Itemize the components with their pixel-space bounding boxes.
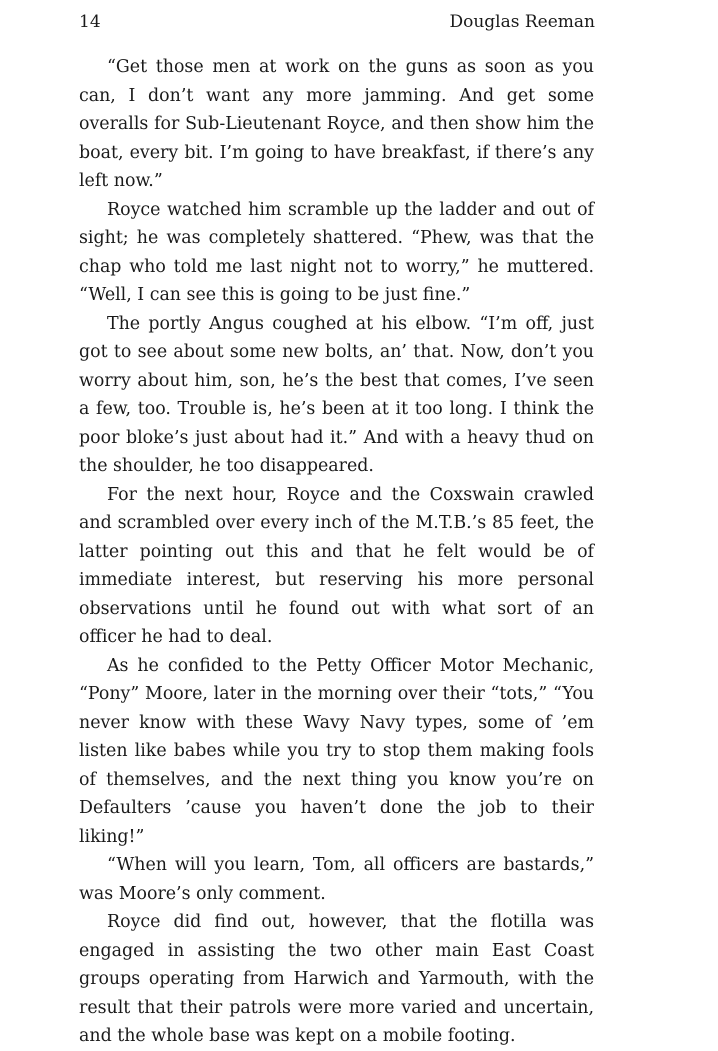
body-text [79,53,594,1051]
paragraph: As he confided to the Petty Officer Motor Mechanic, “Pony” Moore, later in the morning over their “tots,” “You never know with these Wavy Navy types, some of ’em listen like babes while you try to stop them making fools of themselves, and the next thing you know you’re on Defaulters ’cause you haven’t done the job to their liking!” [79,655,594,847]
paragraph: Royce watched him scramble up the ladder and out of sight; he was completely shattered. “Phew, was that the chap who told me last night not to worry,” he muttered. “Well, I can see this is going to be just fine.” [79,199,594,305]
paragraph: For the next hour, Royce and the Coxswain crawled and scrambled over every inch of the M.T.B.’s 85 feet, the latter pointing out this and that he felt would be of immediate interest, but reserving his more personal observations until he found out with what sort of an officer he had to deal. [79,484,594,647]
paragraph: Royce did find out, however, that the flotilla was engaged in assisting the two other main East Coast groups operating from Harwich and Yarmouth, with the result that their patrols were more varied and uncertain, and the whole base was kept on a mobile footing. [79,912,594,1046]
paragraph: “When will you learn, Tom, all officers are bastards,” was Moore’s only comment. [79,855,594,904]
running-head-author: Douglas Reeman [449,12,595,32]
paragraph: “Get those men at work on the guns as soon as you can, I don’t want any more jamming. And get some overalls for Sub-Lieutenant Royce, and then show him the boat, every bit. I’m going to have breakfast, if there’s any left now.” [79,57,594,191]
page-number: 14 [79,12,101,32]
paragraph: The portly Angus coughed at his elbow. “I’m off, just got to see about some new bolts, an’ that. Now, don’t you worry about him, son, he’s the best that comes, I’ve seen a few, too. Trouble is, he’s been at it too long. I think the poor bloke’s just about had it.” And with a heavy thud on the shoulder, he too disappeared. [79,313,594,476]
page-header [79,10,595,34]
